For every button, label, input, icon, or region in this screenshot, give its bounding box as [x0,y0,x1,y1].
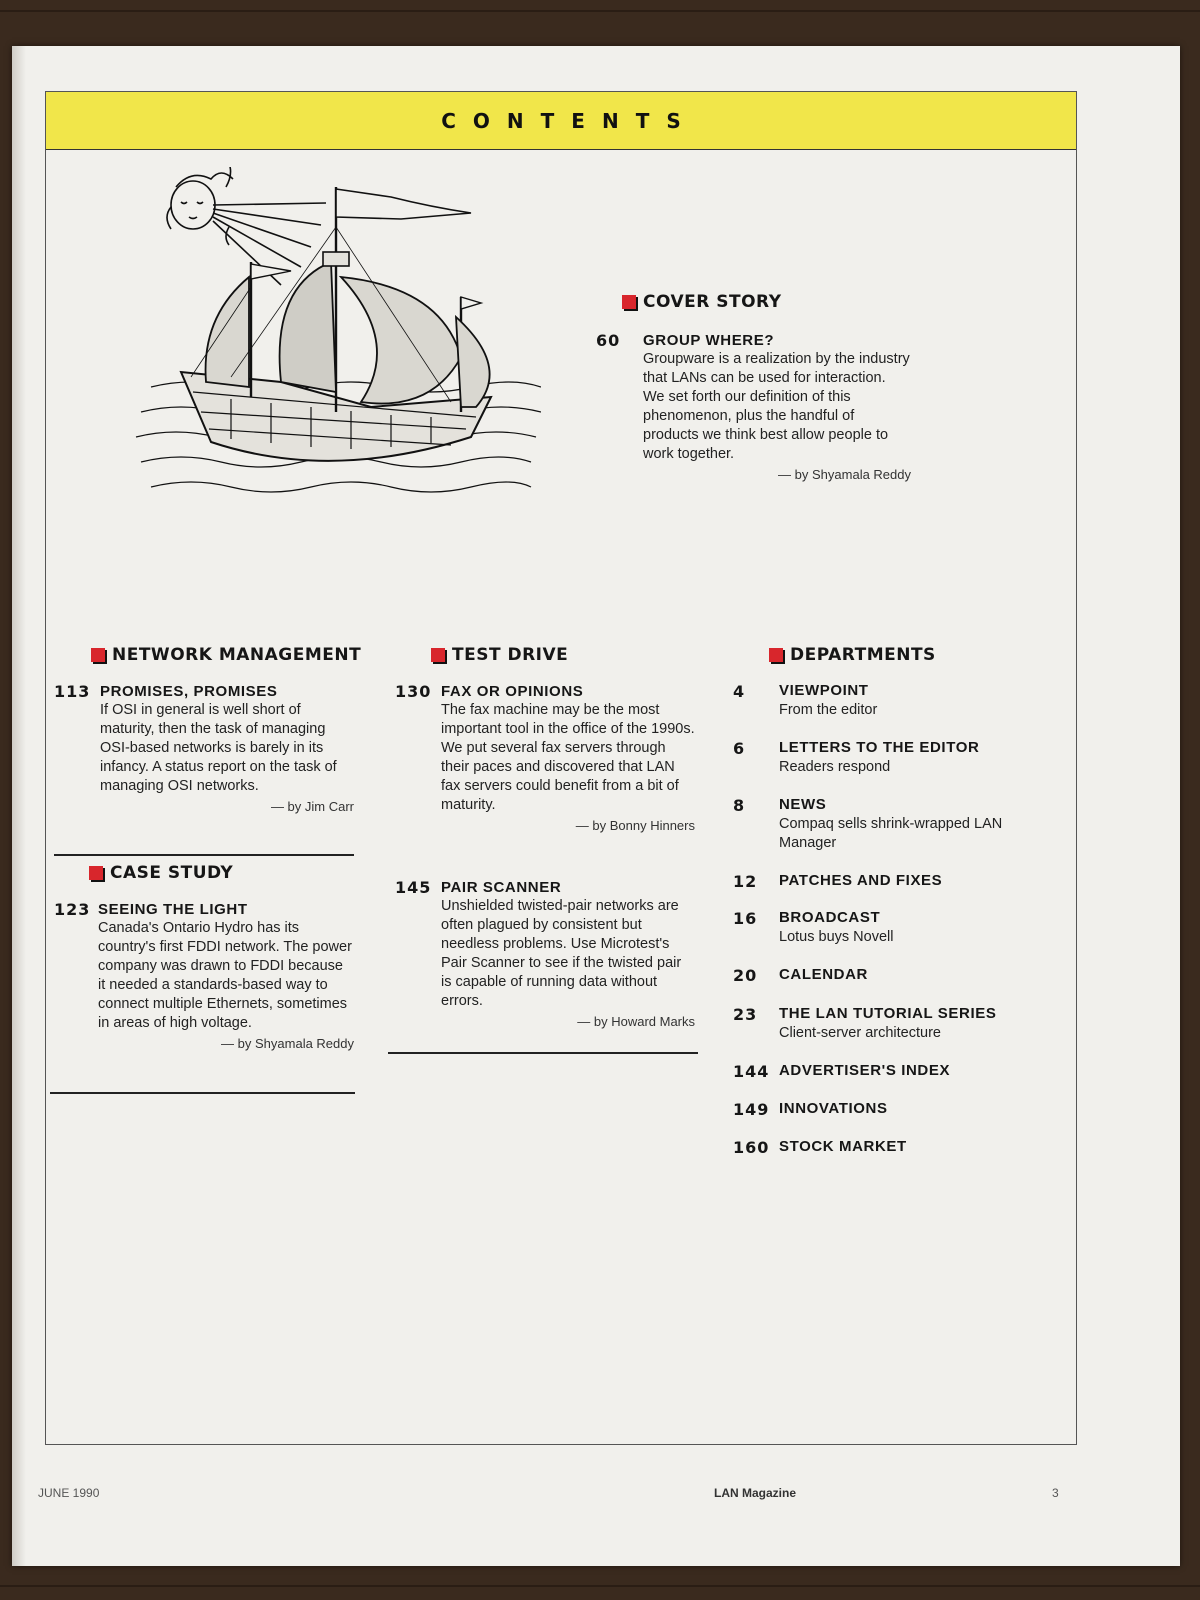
story-byline: — by Jim Carr [270,799,354,814]
footer-date: JUNE 1990 [38,1486,100,1500]
departments-list: 4 VIEWPOINT From the editor 6 LETTERS TO THE EDITOR Readers respond 8 NEWS Compaq sells shrink-wrapped LAN Manager 12 PATCHES AND FIXES 16 BROADCAST Lotus buys Novell 20 CALENDAR 23 THE LAN TUTORIAL SERIES Client-server architecture 144 ADVERTISER'S INDEX 149 INNOVATIONS 160 STOCK MARKET [733,682,1003,1157]
departments-heading: DEPARTMENTS [769,645,936,665]
story-title: PROMISES, PROMISES [100,683,278,700]
story-byline: — by Bonny Hinners [575,818,695,833]
network-management-heading: NETWORK MANAGEMENT [91,645,361,665]
wood-grain [0,1585,1200,1587]
cover-story-heading: COVER STORY [622,292,782,312]
contents-frame [45,91,1077,1445]
story-byline: — by Shyamala Reddy [778,467,911,482]
story-description: Canada's Ontario Hydro has its country's first FDDI network. The power company was drawn to FDDI because it needed a standards-based way to connect multiple Ethernets, sometimes in areas of high voltage. [98,920,352,1031]
page-number: 113 [54,682,91,701]
story-title: SEEING THE LIGHT [98,901,248,918]
story-byline: — by Shyamala Reddy [221,1036,354,1051]
story-byline: — by Howard Marks [577,1014,695,1029]
ship-illustration-icon [131,167,541,512]
section-divider [388,1052,698,1054]
page-spine-shadow [12,46,26,1566]
contents-banner [46,92,1076,150]
magazine-page [12,46,1180,1566]
story-title: PAIR SCANNER [441,879,562,896]
section-divider [54,854,354,856]
story-description: The fax machine may be the most important tool in the office of the 1990s. We put several fax servers through their paces and discovered that LAN fax servers could benefit from a bit of maturity. [441,702,695,813]
story-title: FAX OR OPINIONS [441,683,584,700]
story-description: Groupware is a realization by the industry that LANs can be used for interaction. We set forth our definition of this phenomenon, plus the handful of products we think best allow people to work together. [643,351,910,462]
section-divider [50,1092,355,1094]
footer-page-number: 3 [1052,1486,1059,1500]
case-study-entry[interactable] [54,900,354,1051]
test-drive-heading: TEST DRIVE [431,645,568,665]
case-study-heading: CASE STUDY [89,863,233,883]
network-management-entry[interactable] [54,682,354,814]
page-number: 60 [596,331,621,350]
page-number: 123 [54,900,91,919]
story-description: Unshielded twisted-pair networks are often plagued by consistent but needless problems. Use Microtest's Pair Scanner to see if the twisted pair is capable of running data without errors. [441,898,682,1009]
cover-story-entry[interactable] [596,331,911,482]
story-description: If OSI in general is well short of maturity, then the task of managing OSI-based networks is barely in its infancy. A status report on the task of managing OSI networks. [100,702,337,794]
page-number: 130 [395,682,432,701]
story-title: GROUP WHERE? [643,332,775,349]
banner-title: CONTENTS [441,108,698,133]
red-bullet-icon [769,648,783,662]
test-drive-entry-fax[interactable] [395,682,695,833]
wood-grain [0,10,1200,12]
red-bullet-icon [89,866,103,880]
page-number: 145 [395,878,432,897]
red-bullet-icon [622,295,636,309]
footer-magazine-name: LAN Magazine [714,1486,797,1500]
red-bullet-icon [91,648,105,662]
red-bullet-icon [431,648,445,662]
test-drive-entry-pair-scanner[interactable] [395,878,695,1029]
